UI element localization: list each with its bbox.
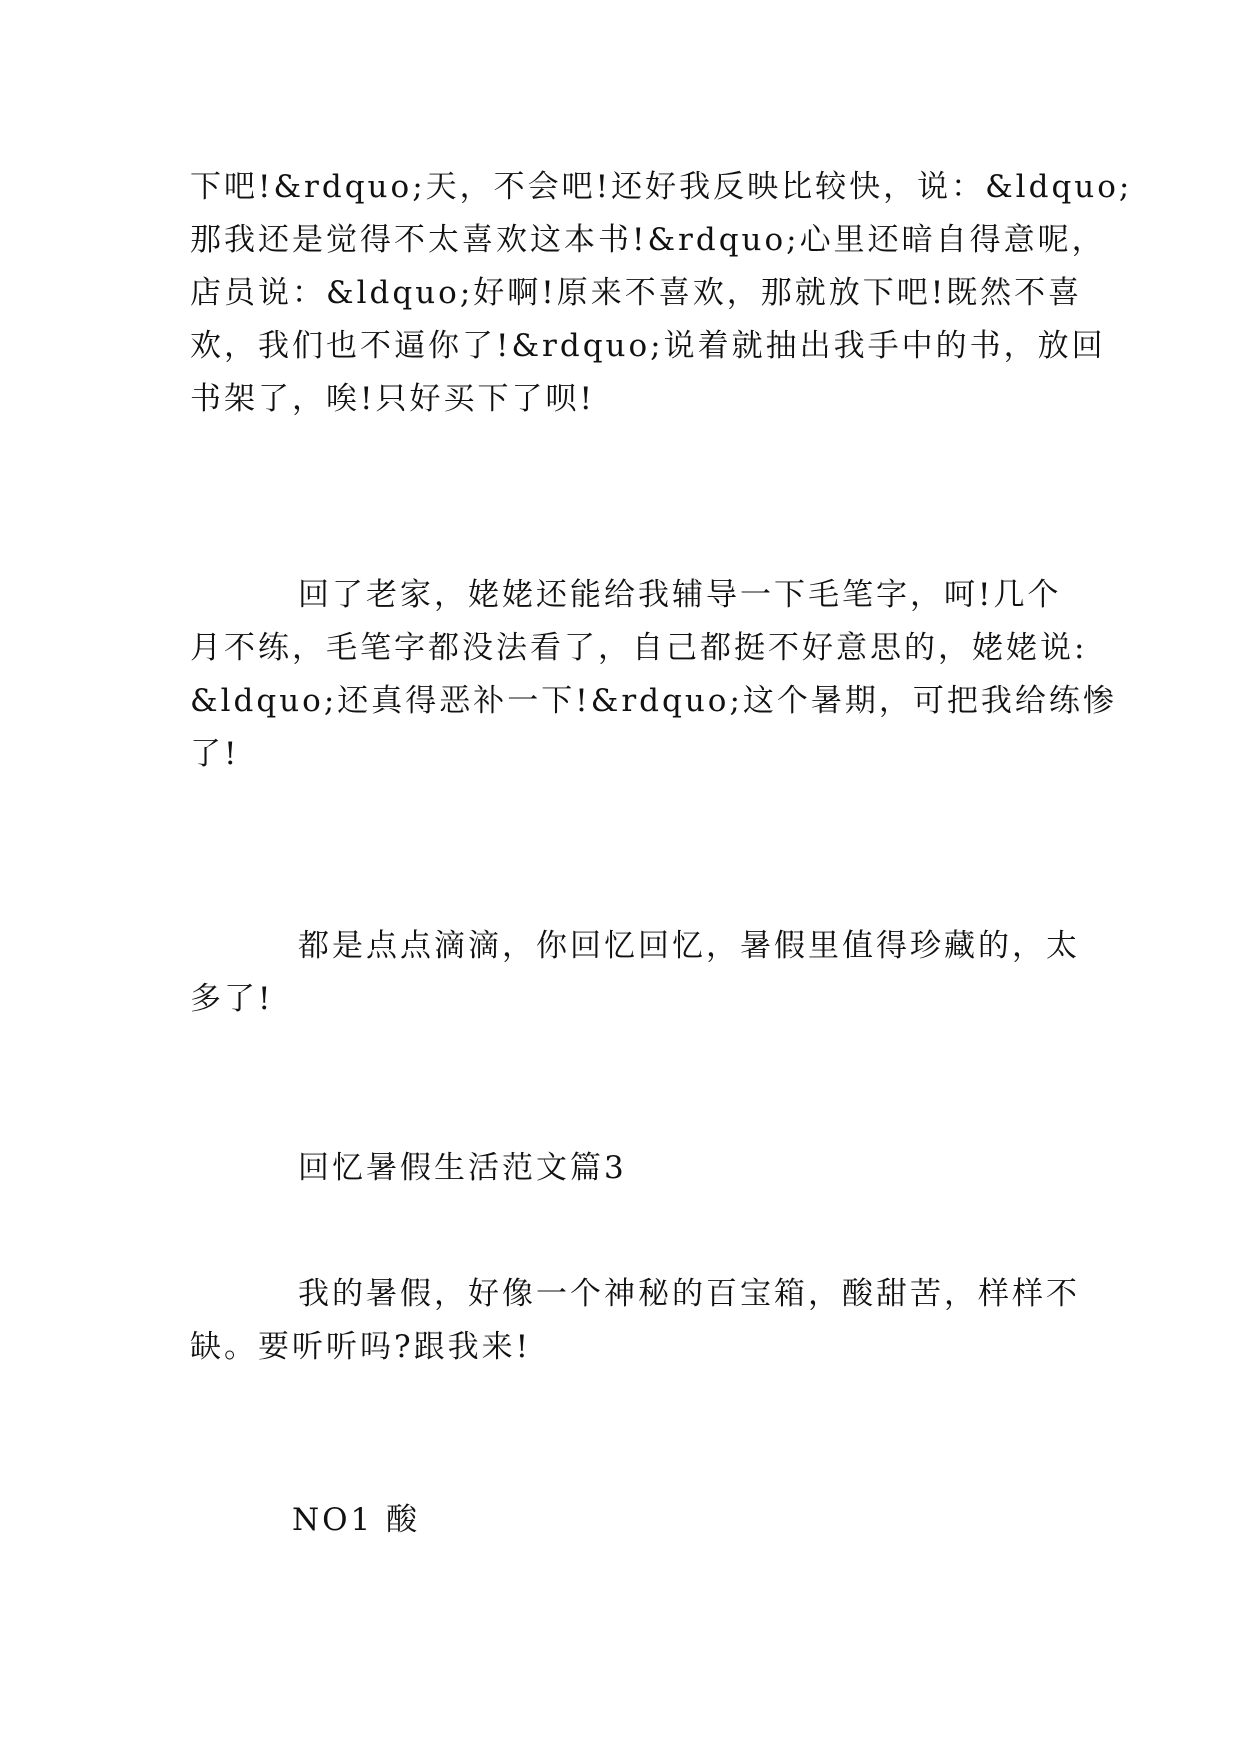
text-line: 书架了，唉!只好买下了呗! (190, 381, 595, 417)
text-line: &ldquo;还真得恶补一下!&rdquo;这个暑期，可把我给练惨 (190, 683, 1117, 719)
text-line: 我的暑假，好像一个神秘的百宝箱，酸甜苦，样样不 (298, 1276, 1080, 1312)
text-line: 缺。要听听吗?跟我来! (190, 1329, 532, 1365)
section-heading: 回忆暑假生活范文篇3 (298, 1150, 627, 1186)
sub-heading: NO1 酸 (292, 1502, 421, 1538)
text-line: 店员说：&ldquo;好啊!原来不喜欢，那就放下吧!既然不喜 (190, 275, 1083, 311)
text-line: 月不练，毛笔字都没法看了，自己都挺不好意思的，姥姥说: (190, 630, 1088, 666)
text-line: 欢，我们也不逼你了!&rdquo;说着就抽出我手中的书，放回 (190, 328, 1106, 364)
text-line: 多了! (190, 981, 274, 1017)
text-line: 了! (190, 736, 240, 772)
text-line: 都是点点滴滴，你回忆回忆，暑假里值得珍藏的，太 (298, 928, 1080, 964)
text-line: 回了老家，姥姥还能给我辅导一下毛笔字，呵!几个 (298, 577, 1062, 613)
text-line: 那我还是觉得不太喜欢这本书!&rdquo;心里还暗自得意呢， (190, 222, 1106, 258)
text-line: 下吧!&rdquo;天，不会吧!还好我反映比较快，说：&ldquo; (190, 169, 1133, 205)
